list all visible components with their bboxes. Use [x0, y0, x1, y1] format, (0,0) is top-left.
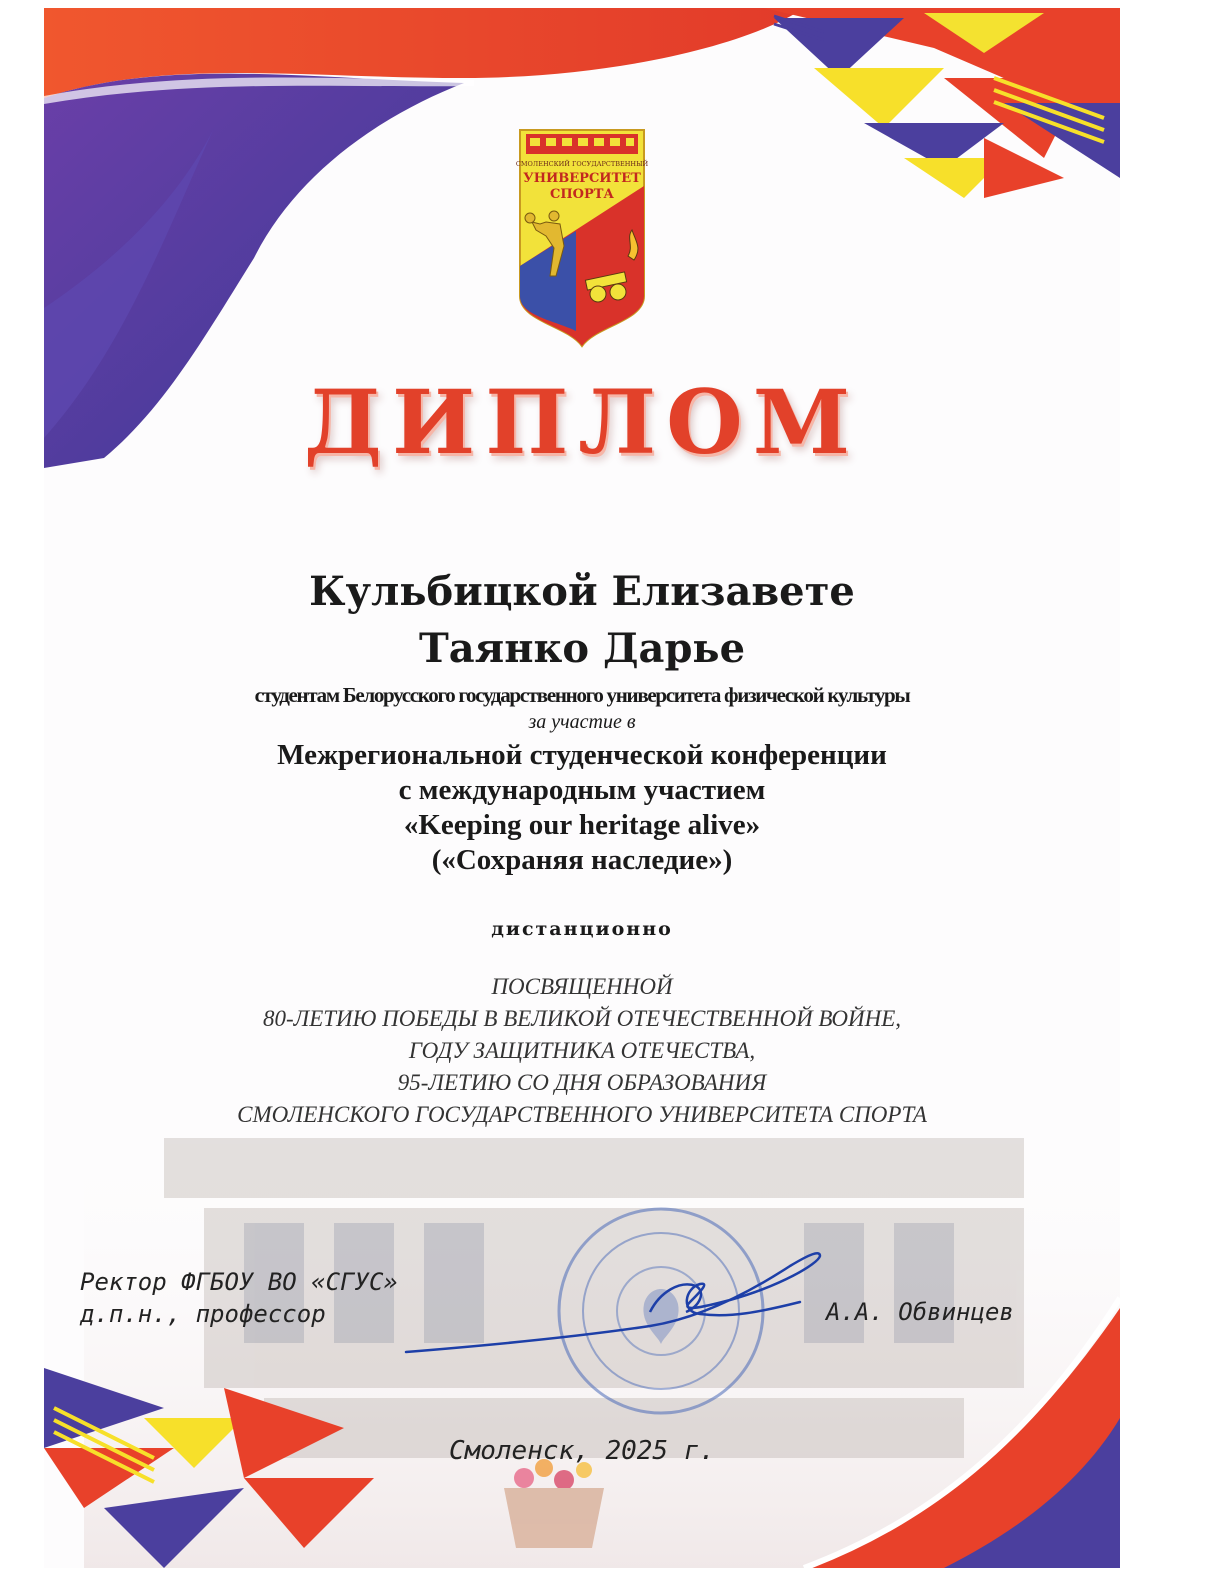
signatory-position-line-2: д.п.н., профессор — [80, 1300, 326, 1328]
signatory-position — [80, 1266, 398, 1330]
dedication-line-2: 80-ЛЕТИЮ ПОБЕДЫ В ВЕЛИКОЙ ОТЕЧЕСТВЕННОЙ ВОЙНЕ, — [262, 1006, 902, 1031]
document-title: ДИПЛОМ — [303, 370, 861, 474]
signatory-name: А.А. Обвинцев — [826, 1298, 1014, 1326]
participation-format: дистанционно — [491, 918, 673, 940]
dedication-line-4: 95-ЛЕТИЮ СО ДНЯ ОБРАЗОВАНИЯ — [397, 1070, 767, 1095]
recipients-affiliation: студентам Белорусского государственного университета физической культуры — [254, 683, 910, 707]
recipient-name-2: Таянко Дарье — [418, 625, 746, 672]
emblem-line2: УНИВЕРСИТЕТ — [523, 171, 641, 186]
signatory-position-line-1: Ректор ФГБОУ ВО «СГУС» — [80, 1268, 398, 1296]
diploma-sheet — [44, 8, 1120, 1568]
dedication-line-5: СМОЛЕНСКОГО ГОСУДАРСТВЕННОГО УНИВЕРСИТЕТА СПОРТА — [237, 1102, 927, 1127]
handwritten-signature — [400, 1242, 830, 1372]
conference-line-3: «Keeping our heritage alive» — [403, 809, 761, 841]
recipient-name-1: Кульбицкой Елизавете — [309, 568, 855, 615]
place-and-date: Смоленск, 2025 г. — [448, 1436, 716, 1466]
university-emblem — [516, 126, 648, 348]
emblem-line3: СПОРТА — [550, 187, 614, 202]
conference-line-1: Межрегиональной студенческой конференции — [277, 739, 887, 771]
conference-line-2: с международным участием — [398, 774, 766, 806]
participation-text: за участие в — [528, 711, 636, 733]
dedication-line-1: ПОСВЯЩЕННОЙ — [491, 974, 673, 999]
emblem-line1: СМОЛЕНСКИЙ ГОСУДАРСТВЕННЫЙ — [516, 160, 648, 168]
dedication-line-3: ГОДУ ЗАЩИТНИКА ОТЕЧЕСТВА, — [408, 1038, 756, 1063]
conference-line-4: («Сохраняя наследие») — [431, 844, 733, 876]
